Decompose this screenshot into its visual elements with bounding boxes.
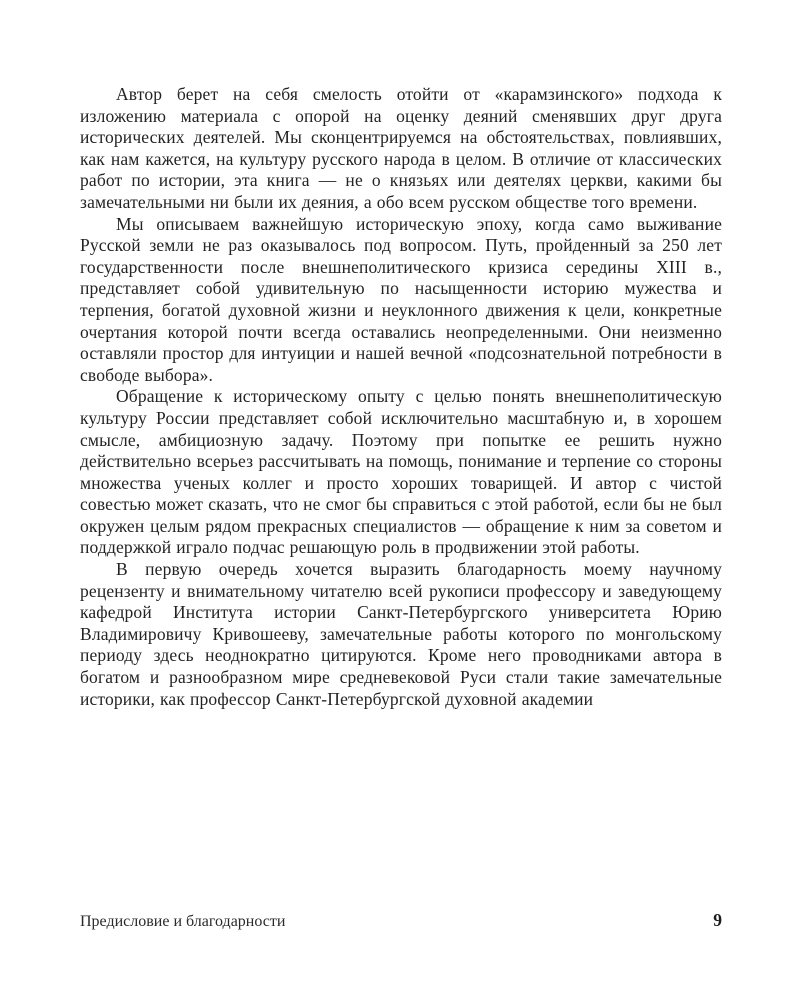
running-title: Предисловие и благодарности	[80, 913, 286, 930]
paragraph-4: В первую очередь хочется выразить благодарность моему научному рецензенту и внимательному читателю всей рукописи профессору и заведующему кафедрой Института истории Санкт-Петербургского университета Юрию Владимировичу Кривошееву, замечательные работы которого по монгольскому периоду здесь неоднократно цитируются. Кроме него проводниками автора в богатом и разнообразном мире средневековой Руси стали такие замечательные историки, как профессор Санкт-Петербургской духовной академии	[80, 559, 722, 709]
page-footer	[80, 910, 722, 931]
paragraph-2: Мы описываем важнейшую историческую эпоху, когда само выживание Русской земли не раз оказывалось под вопросом. Путь, пройденный за 250 лет государственности после внешнеполитического кризиса середины XIII в., представляет собой удивительную по насыщенности историю мужества и терпения, богатой духовной жизни и неуклонного движения к цели, конкретные очертания которой почти всегда оставались неопределенными. Они неизменно оставляли простор для интуиции и нашей вечной «подсознательной потребности в свободе выбора».	[80, 213, 722, 385]
text-block	[80, 84, 722, 710]
paragraph-1: Автор берет на себя смелость отойти от «карамзинского» подхода к изложению материала с опорой на оценку деяний сменявших друг друга исторических деятелей. Мы сконцентрируемся на обстоятельствах, повлиявших, как нам кажется, на культуру русского народа в целом. В отличие от классических работ по истории, эта книга — не о князьях или деятелях церкви, какими бы замечательными ни были их деяния, а обо всем русском обществе того времени.	[80, 84, 722, 212]
paragraph-3: Обращение к историческому опыту с целью понять внешнеполитическую культуру России представляет собой исключительно масштабную и, в хорошем смысле, амбициозную задачу. Поэтому при попытке ее решить нужно действительно всерьез рассчитывать на помощь, понимание и терпение со стороны множества ученых коллег и просто хороших товарищей. И автор с чистой совестью может сказать, что не смог бы справиться с этой работой, если бы не был окружен целым рядом прекрасных специалистов — обращение к ним за советом и поддержкой играло подчас решающую роль в продвижении этой работы.	[80, 386, 722, 558]
page-number: 9	[713, 910, 722, 930]
